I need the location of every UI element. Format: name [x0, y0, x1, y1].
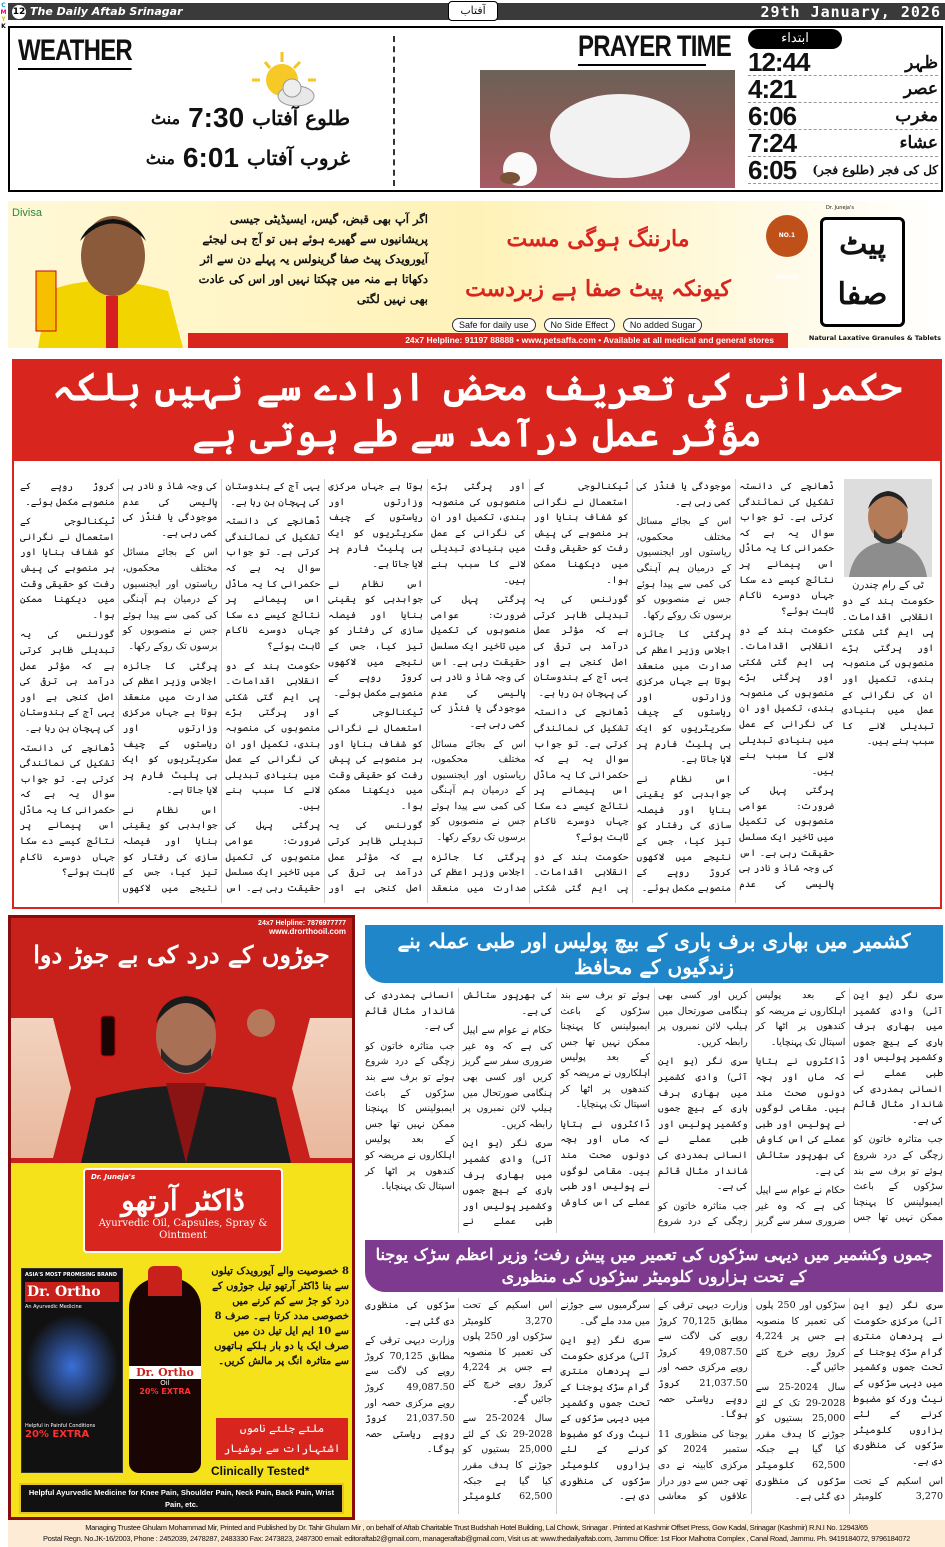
bottle-extra: 20% EXTRA	[139, 1387, 191, 1396]
paragraph: پرگتی پہل کی ضرورت: عوامی منصوبوں کی تکمیل میں تاخیر ایک مسلسل حقیقت رہی ہے۔ اس کی وجہ شاذ و نادر ہی پالیسی کی عدم موجودگی یا فنڈز کی کمی رہی ہے۔	[431, 594, 526, 730]
ortho-bottle	[129, 1278, 201, 1473]
paragraph: حکومت ہند کے دو انقلابی اقدامات۔ پی ایم گتی شکتی اور پرگتی بڑے منصوبوں کی منصوبہ بندی، تکمیل اور ان کی نگرانی کے عمل میں بنیادی تبدیلی لانے کا سبب بنے ہیں۔	[225, 660, 321, 812]
paragraph: اس نظام نے جوابدہی کو یقینی بنایا اور فیصلہ سازی کی رفتار کو تیز کیا، جس کے نتیجے میں لاکھوں کروڑ روپے کے منصوبے مکمل ہوئے۔	[328, 578, 423, 699]
paragraph: سری نگر (یو این آئی) وادی کشمیر میں بھاری برف باری کے بیچ جموں وکشمیر پولیس اور طبی عملے نے انسانی ہمدردی کی شاندار مثال قائم کی ہے۔	[658, 1056, 748, 1193]
cmyk-c: C	[1, 2, 6, 9]
weather-readings	[90, 98, 350, 178]
ad-tagline: Natural Laxative Granules & Tablets	[808, 334, 941, 342]
box-extra: 20% EXTRA	[25, 1429, 90, 1440]
ad-line2: کیونکہ پیٹ صفا ہے زبردست	[465, 276, 731, 302]
ortho-features: 8 خصوصیت والے آیورویدک تیلوں سے بنا ڈاکٹر آرتھو تیل جوڑوں کے درد کو جڑ سے کم کرنے میں خصوصی مدد کرتا ہے۔ صرف 8 سے 10 ایم ایل تیل دن میں صرف ایک یا دو بار ہلکے ہاتھوں سے متاثرہ انگ پر مالش کریں۔	[211, 1266, 349, 1367]
paragraph: اس اسکیم کے تحت 3,270 کلومیٹر سڑکوں اور 250 پلوں کی تعمیر کا منصوبہ ہے جس پر 4,224 کروڑ روپے خرچ کئے جائیں گے۔	[462, 1300, 553, 1405]
prayer-photo	[480, 70, 735, 188]
ortho-product-box	[21, 1268, 123, 1473]
box-product-name: Dr. Ortho	[25, 1282, 119, 1302]
prayer-time: 7:24	[748, 127, 797, 158]
paragraph: ڈھانچے کی دانستہ تشکیل کی نمائندگی کرتی ہے۔ تو جواب سوال یہ ہے کہ حکمرانی کا یہ ماڈل اس پیمانے پر نتائج کیسے دے سکا جہاں دوسرے ناکام ثابت ہوئے؟	[533, 707, 629, 844]
ortho-warning: ملتے جلتے ناموں اشتہارات سے ہوشیار	[216, 1418, 348, 1460]
paragraph: پرگتی کا جائزہ اجلاس وزیر اعظم کی صدارت میں منعقد ہوتا ہے جہاں مرکزی وزارتوں اور ریاستوں کے چیف سکریٹریوں کو ایک ہی پلیٹ فارم پر لایا جاتا ہے۔	[122, 660, 218, 797]
paragraph: جب متاثرہ خاتون کو زچگی کے درد شروع ہوئے تو برف سے بند سڑکوں کے باعث ایمبولینس کا پہنچنا ممکن نہیں تھا جس کے بعد پولیس اہلکاروں نے مریضہ کو کندھوں پر اٹھا کر اسپتال تک پہنچایا۔	[755, 990, 943, 1224]
article1-headline: حکمرانی کی تعریف محض ارادے سے نہیں بلکہ مؤثر عمل درآمد سے طے ہوتی ہے	[12, 359, 942, 461]
ad-helpline: 24x7 Helpline: 91197 88888 • www.petsaffa.com • Available at all medical and general stores	[188, 333, 788, 348]
ortho-helpline: 24x7 Helpline: 7876977777	[258, 920, 346, 927]
dr-ortho-advertisement[interactable]	[8, 915, 355, 1520]
footer-line1: Managing Trustee Ghulam Mohammad Mir, Printed and Published by Dr. Tahir Ghulam Mir , on behalf of Aftab Charitable Trust Budshah Hotel Building, Lal Chowk, Srinagar . Printed at Kashmir Offset Press, Gow Kadal, Srinagar (Kashmir) R.N.I No. 12943/65	[85, 1523, 868, 1532]
article2-headline: کشمیر میں بھاری برف باری کے بیچ پولیس اور طبی عملہ بنے زندگیوں کے محافظ	[365, 925, 943, 983]
paragraph: گورننس کی یہ تبدیلی ظاہر کرتی ہے کہ مؤثر عمل درآمد ہی ترقی کی اصل کنجی ہے اور یہی آج کے ہندوستان کی پہچان بن رہا ہے۔	[225, 481, 423, 894]
prayer-name: عشاء	[899, 133, 938, 153]
prayer-row	[748, 73, 938, 104]
ortho-website: www.drorthooil.com	[268, 927, 346, 936]
paragraph: سری نگر (یو این آئی) مرکزی حکومت نے پردھان منتری گرام سڑک یوجنا کے تحت جموں وکشمیر میں دیہی سڑکوں کے نیٹ ورک کو مضبوط کرنے کے لئے ہزاروں کلومیٹر سڑکوں کی منظوری دی ہے۔	[560, 1335, 651, 1503]
author-photo	[844, 479, 932, 577]
ortho-bottom-line: Helpful Ayurvedic Medicine for Knee Pain, Shoulder Pain, Neck Pain, Back Pain, Wrist Pain, etc.	[19, 1483, 344, 1514]
article2-body	[365, 988, 943, 1233]
paragraph: حکام نے عوام سے اپیل کی ہے کہ وہ غیر ضروری سفر سے گریز کریں اور کسی بھی ہنگامی صورتحال میں ہیلپ لائن نمبروں پر رابطہ کریں۔	[658, 990, 846, 1228]
paragraph: وزارت دیہی ترقی کے مطابق 70,125 کروڑ روپے کی لاگت سے 49,087.50 کروڑ روپے مرکزی حصہ اور 21,037.50 کروڑ روپے ریاستی حصہ ہوگا۔	[365, 1335, 455, 1456]
paragraph: حکومت ہند کے دو انقلابی اقدامات۔ پی ایم گتی شکتی اور پرگتی بڑے منصوبوں کی منصوبہ بندی، تکمیل اور ان کی نگرانی کے عمل میں بنیادی تبدیلی لانے کا سبب بنے ہیں۔	[739, 625, 834, 777]
weather-title: WEATHER	[18, 34, 160, 70]
sunrise-label: طلوع آفتاب	[252, 106, 350, 130]
ad-model-photo	[18, 211, 188, 348]
paragraph: پرگتی پہل کی ضرورت: عوامی منصوبوں کی تکمیل میں تاخیر ایک مسلسل حقیقت رہی ہے۔ اس کی وجہ شاذ و نادر ہی پالیسی کی عدم موجودگی یا فنڈز کی کمی رہی ہے۔	[636, 481, 834, 890]
box-desc: An Ayurvedic Medicine	[25, 1304, 82, 1310]
badge: Safe for daily use	[452, 318, 536, 332]
paragraph: سری نگر (یو این آئی) مرکزی حکومت نے پردھان منتری گرام سڑک یوجنا کے تحت جموں وکشمیر میں دیہی سڑکوں کے نیٹ ورک کو مضبوط کرنے کے لئے ہزاروں کلومیٹر سڑکوں کی منظوری دی ہے۔	[853, 1300, 943, 1467]
ortho-maker: Dr. Juneja's	[91, 1173, 136, 1181]
article3-body	[365, 1298, 943, 1514]
box-help: Helpful in Painful Conditions	[25, 1423, 96, 1429]
paragraph: جب متاثرہ خاتون کو زچگی کے درد شروع ہوئے تو برف سے بند سڑکوں کے باعث ایمبولینس کا پہنچنا ممکن نہیں تھا جس کے بعد پولیس اہلکاروں نے مریضہ کو کندھوں پر اٹھا کر اسپتال تک پہنچایا۔	[365, 1040, 455, 1193]
author-name: ٹی کے رام چندرن	[852, 580, 924, 591]
paragraph: اس کے بجائے مسائل مختلف محکموں، ریاستوں اور ایجنسیوں کے درمیان ہم آہنگی کی کمی سے پیدا ہوئے جس نے منصوبوں کو برسوں تک روکے رکھا۔	[122, 547, 218, 652]
prayer-time: 6:06	[748, 100, 797, 131]
paragraph: گورننس کی یہ تبدیلی ظاہر کرتی ہے کہ مؤثر عمل درآمد ہی ترقی کی اصل کنجی ہے اور یہی آج کے ہندوستان کی پہچان بن رہا ہے۔	[20, 629, 115, 734]
sunset-label: غروب آفتاب	[246, 146, 350, 170]
paragraph: ڈاکٹروں نے بتایا کہ ماں اور بچہ دونوں صحت مند ہیں۔ مقامی لوگوں نے پولیس اور طبی عملے کی اس کاوش کی بھرپور ستائش کی ہے۔	[755, 1056, 846, 1177]
issue-date: 29th January, 2026	[760, 2, 941, 21]
prayer-name: عصر	[903, 79, 938, 99]
masthead-logo: آفتاب	[448, 1, 498, 21]
cmyk-k: K	[1, 23, 6, 30]
badge: No added Sugar	[623, 318, 703, 332]
no1-brand-seal: NO.1 BRAND	[766, 215, 808, 257]
prayer-row	[748, 127, 938, 158]
pain-image-left	[11, 1018, 71, 1158]
ad-badges	[448, 313, 808, 332]
prayer-row	[748, 46, 938, 77]
paragraph: ڈھانچے کی دانستہ تشکیل کی نمائندگی کرتی ہے۔ تو جواب سوال یہ ہے کہ حکمرانی کا یہ ماڈل اس پیمانے پر نتائج کیسے دے سکا جہاں دوسرے ناکام ثابت ہوئے؟	[739, 481, 834, 617]
divisa-logo: Divisa	[12, 207, 42, 219]
paragraph: وزارت دیہی ترقی کے مطابق 70,125 کروڑ روپے کی لاگت سے 49,087.50 کروڑ روپے مرکزی حصہ اور 21,037.50 کروڑ روپے ریاستی حصہ ہوگا۔	[658, 1300, 748, 1421]
prayer-time: 4:21	[748, 73, 797, 104]
weather-prayer-box	[8, 26, 943, 192]
box-badge: ASIA'S MOST PROMISING BRAND	[25, 1272, 118, 1278]
maker-name: Dr. Juneja's	[826, 205, 854, 211]
bottle-product-sub: Oil	[160, 1379, 170, 1387]
paragraph: گورننس کی یہ تبدیلی ظاہر کرتی ہے کہ مؤثر عمل درآمد ہی ترقی کی اصل کنجی ہے اور یہی آج کے ہندوستان کی پہچان بن رہا ہے۔	[533, 594, 629, 699]
page-number: 12	[12, 6, 26, 17]
badge: No Side Effect	[544, 318, 615, 332]
paragraph: سال 2024-25 سے 2028-29 تک کے لئے 25,000 بستیوں کو جوڑنے کا ہدف مقرر کیا گیا ہے جبکہ 62,500 کلومیٹر سڑکوں کی منظوری دی گئی ہے۔	[755, 1381, 846, 1503]
article3-headline: جموں وکشمیر میں دیہی سڑکوں کی تعمیر میں پیش رفت؛ وزیر اعظم سڑک یوجنا کے تحت ہزاروں کلومیٹر سڑکوں کی منظوری	[365, 1240, 943, 1292]
paragraph: اس کے بجائے مسائل مختلف محکموں، ریاستوں اور ایجنسیوں کے درمیان ہم آہنگی کی کمی سے پیدا ہوئے جس نے منصوبوں کو برسوں تک روکے رکھا۔	[636, 516, 732, 621]
article1-columns	[20, 479, 834, 903]
paragraph: سال 2024-25 سے 2028-29 تک کے لئے 25,000 بستیوں کو جوڑنے کا ہدف مقرر کیا گیا ہے جبکہ 62,500 کلومیٹر سڑکوں کی منظوری دی گئی ہے۔	[365, 1300, 553, 1503]
prayer-row	[748, 100, 938, 131]
paragraph: جب متاثرہ خاتون کو زچگی کے درد شروع ہوئے تو برف سے بند سڑکوں کے باعث ایمبولینس کا پہنچنا ممکن نہیں تھا جس کے بعد پولیس اہلکاروں نے مریضہ کو کندھوں پر اٹھا کر اسپتال تک پہنچایا۔	[560, 990, 748, 1228]
prayer-time: 12:44	[748, 46, 810, 77]
paragraph: اس اسکیم کے تحت 3,270 کلومیٹر سڑکوں اور 250 پلوں کی تعمیر کا منصوبہ ہے جس پر 4,224 کروڑ روپے خرچ کئے جائیں گے۔	[755, 1300, 943, 1503]
petsaffa-advertisement[interactable]	[8, 201, 943, 348]
cmyk-m: M	[0, 9, 7, 16]
pain-image-right	[292, 1018, 352, 1158]
ortho-brand-box	[83, 1168, 283, 1253]
paragraph: پرگتی کا جائزہ اجلاس وزیر اعظم کی صدارت میں منعقد ہوتا ہے جہاں مرکزی وزارتوں اور ریاستوں کے چیف سکریٹریوں کو ایک ہی پلیٹ فارم پر لایا جاتا ہے۔	[636, 629, 732, 766]
start-label: ابتداء	[748, 29, 842, 49]
prayer-name: مغرب	[895, 106, 938, 126]
paragraph: حکام نے عوام سے اپیل کی ہے کہ وہ غیر ضروری سفر سے گریز کریں اور کسی بھی ہنگامی صورتحال میں ہیلپ لائن نمبروں پر رابطہ کریں۔	[462, 1025, 553, 1130]
paragraph: حکومت ہند کے دو انقلابی اقدامات۔ پی ایم گتی شکتی اور پرگتی بڑے منصوبوں کی منصوبہ بندی، تکمیل اور ان کی نگرانی کے عمل میں بنیادی تبدیلی لانے کا سبب بنے ہیں۔	[842, 596, 934, 748]
paragraph: اس نظام نے جوابدہی کو یقینی بنایا اور فیصلہ سازی کی رفتار کو تیز کیا، جس کے نتیجے میں لاکھوں کروڑ روپے کے منصوبے مکمل ہوئے۔	[20, 481, 218, 894]
paragraph: ٹیکنالوجی کے استعمال نے نگرانی کو شفاف بنایا اور ہر منصوبے کی پیش رفت کو حقیقی وقت میں دیکھنا ممکن ہوا۔	[533, 481, 629, 586]
prayer-time: 6:05	[748, 154, 797, 185]
paragraph: پرگتی کا جائزہ اجلاس وزیر اعظم کی صدارت میں منعقد ہوتا ہے جہاں مرکزی وزارتوں اور ریاستوں کے چیف سکریٹریوں کو ایک ہی پلیٹ فارم پر لایا جاتا ہے۔	[328, 481, 526, 894]
ortho-headline: جوڑوں کے درد کی بے جوڑ دوا	[33, 940, 330, 969]
prayer-name: کل کی فجر (طلوع فجر)	[812, 163, 938, 177]
paragraph: یوجنا کی منظوری 11 ستمبر 2024 کو مرکزی کابینہ نے دی تھی جس سے دور دراز علاقوں کو معاشی سرگرمیوں سے جوڑنے میں مدد ملے گی۔	[560, 1300, 748, 1503]
unit: منٹ	[145, 148, 175, 168]
paragraph: ڈاکٹروں نے بتایا کہ ماں اور بچہ دونوں صحت مند ہیں۔ مقامی لوگوں نے پولیس اور طبی عملے کی اس کاوش کی بھرپور ستائش کی ہے۔	[462, 990, 651, 1208]
unit: منٹ	[151, 108, 181, 128]
paragraph: سری نگر (یو این آئی) وادی کشمیر میں بھاری برف باری کے بیچ جموں وکشمیر پولیس اور طبی عملے نے انسانی ہمدردی کی شاندار مثال قائم کی ہے۔	[853, 990, 943, 1126]
paragraph: ڈھانچے کی دانستہ تشکیل کی نمائندگی کرتی ہے۔ تو جواب سوال یہ ہے کہ حکمرانی کا یہ ماڈل اس پیمانے پر نتائج کیسے دے سکا جہاں دوسرے ناکام ثابت ہوئے؟	[225, 516, 321, 652]
ortho-brand: ڈاکٹر آرتھو	[121, 1184, 245, 1217]
prayer-row	[748, 154, 938, 185]
clinically-tested: Clinically Tested*	[211, 1464, 310, 1478]
prayer-title: PRAYER TIME	[578, 30, 706, 66]
ad-line1: مارننگ ہوگی مست	[506, 226, 690, 252]
paragraph: ٹیکنالوجی کے استعمال نے نگرانی کو شفاف بنایا اور ہر منصوبے کی پیش رفت کو حقیقی وقت میں دیکھنا ممکن ہوا۔	[328, 707, 423, 812]
article1-body	[12, 461, 942, 909]
paragraph: ٹیکنالوجی کے استعمال نے نگرانی کو شفاف بنایا اور ہر منصوبے کی پیش رفت کو حقیقی وقت میں دیکھنا ممکن ہوا۔	[20, 516, 115, 621]
paragraph: ڈھانچے کی دانستہ تشکیل کی نمائندگی کرتی ہے۔ تو جواب سوال یہ ہے کہ حکمرانی کا یہ ماڈل اس پیمانے پر نتائج کیسے دے سکا جہاں دوسرے ناکام ثابت ہوئے؟	[20, 742, 115, 879]
paragraph: حکومت ہند کے دو انقلابی اقدامات۔ پی ایم گتی شکتی اور پرگتی بڑے منصوبوں کی منصوبہ بندی، تکمیل اور ان کی نگرانی کے عمل میں بنیادی تبدیلی لانے کا سبب بنے ہیں۔	[431, 481, 629, 894]
paragraph: اس نظام نے جوابدہی کو یقینی بنایا اور فیصلہ سازی کی رفتار کو تیز کیا، جس کے نتیجے میں لاکھوں کروڑ روپے کے منصوبے مکمل ہوئے۔	[636, 773, 732, 894]
paragraph: پرگتی پہل کی ضرورت: عوامی منصوبوں کی تکمیل میں تاخیر ایک مسلسل حقیقت رہی ہے۔ اس کی وجہ شاذ و نادر ہی پالیسی کی عدم موجودگی یا فنڈز کی کمی رہی ہے۔	[122, 481, 321, 894]
ad-quote: اگر آپ بھی قبض، گیس، ایسیڈیٹی جیسی پریشانیوں سے گھیرے ہوئے ہیں تو آج ہی لیجئے آیورویدک پیٹ صفا گرینولس یہ پہلے دن سے اثر دکھاتا ہے منہ میں چپکتا نہیں اور اس کی عادت بھی نہیں لگتی	[198, 212, 428, 306]
paragraph: سری نگر (یو این آئی) وادی کشمیر میں بھاری برف باری کے بیچ جموں وکشمیر پولیس اور طبی عملے نے انسانی ہمدردی کی شاندار مثال قائم کی ہے۔	[365, 990, 553, 1228]
cmyk-y: Y	[1, 16, 6, 23]
ortho-model-photo	[81, 978, 291, 1163]
imprint-footer	[8, 1520, 945, 1547]
sunrise-time: 7:30	[188, 102, 245, 133]
paragraph: اس کے بجائے مسائل مختلف محکموں، ریاستوں اور ایجنسیوں کے درمیان ہم آہنگی کی کمی سے پیدا ہوئے جس نے منصوبوں کو برسوں تک روکے رکھا۔	[431, 738, 526, 844]
ortho-subtitle: Ayurvedic Oil, Capsules, Spray & Ointment	[98, 1218, 268, 1241]
paper-name: The Daily Aftab Srinagar	[30, 5, 183, 18]
footer-line2: Postal Regn. No.JK-16/2003, Phone : 2452039, 2478287, 2483330 Fax: 2473823, 2487300 email: editoraftab2@gmail.com, manageraftab@gmail.com, Visit us at: www.thedailyaftab.com, Jammu Office: 1st Floor Malhotra Complex , Canal Road, Jammu. Ph. 9419184072, 9796184072	[42, 1534, 911, 1543]
petsaffa-logo: پیٹ صفا	[820, 217, 905, 327]
bottle-product-name: Dr. Ortho	[129, 1366, 201, 1379]
prayer-name: ظہر	[905, 52, 938, 73]
cmyk-marks	[0, 2, 7, 30]
article1-column-text	[842, 594, 934, 894]
sunset-time: 6:01	[182, 142, 239, 173]
